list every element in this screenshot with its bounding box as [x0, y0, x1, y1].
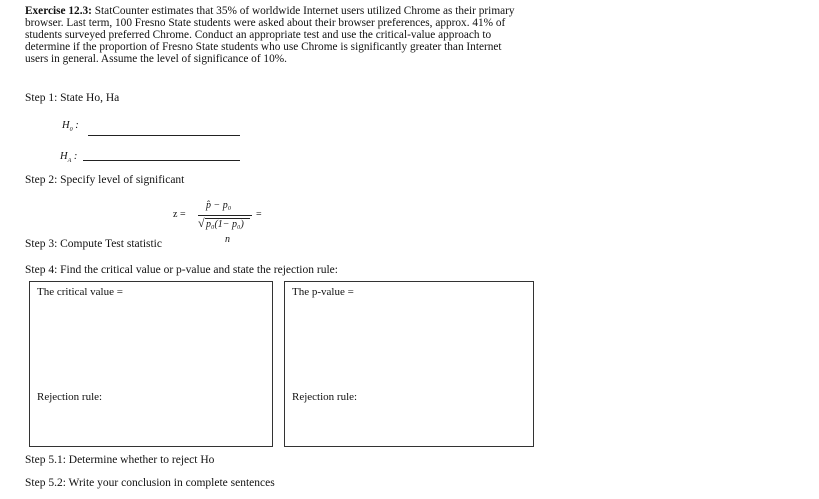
exercise-text: StatCounter estimates that 35% of worldwide Internet users utilized Chrome as their primary browser. Last term, 100 Fresno State students were asked about their browser preferences, approx. 41% of students surveyed preferred Chrome. Conduct an appropriate test and use the critical-value approach to determine if the proportion of Fresno State students who use Chrome is significantly greater than Internet users in general. Assume the level of significance of 10%. [25, 5, 515, 66]
p-value-box[interactable] [284, 281, 534, 447]
ha-symbol: H [60, 151, 68, 162]
fraction-bar [198, 215, 252, 216]
step4-title: Step 4: Find the critical value or p-value and state the rejection rule: [25, 264, 338, 276]
step3-title: Step 3: Compute Test statistic [25, 238, 162, 250]
ha-answer-line[interactable] [83, 160, 240, 161]
step1-title: Step 1: State Ho, Ha [25, 92, 120, 104]
h0-answer-line[interactable] [88, 135, 240, 136]
z-formula [170, 198, 270, 246]
formula-numerator: p̂ − p₀ [206, 200, 232, 211]
p-value-rejection-rule-label: Rejection rule: [292, 391, 358, 403]
sqrt-icon: √ [198, 216, 205, 230]
critical-value-label: The critical value = [37, 286, 123, 298]
ha-label [60, 151, 77, 164]
h0-subscript: 0 [69, 127, 73, 134]
formula-n: n [225, 234, 230, 245]
h0-label [62, 120, 79, 133]
formula-denominator: p₀(1− p₀) [206, 219, 244, 230]
formula-z: z = [173, 209, 186, 220]
ha-subscript: A [67, 158, 72, 165]
exercise-paragraph [25, 5, 525, 65]
h0-symbol: H [62, 120, 70, 131]
critical-value-box[interactable] [29, 281, 273, 447]
exercise-label: Exercise 12.3: [25, 5, 92, 17]
critical-rejection-rule-label: Rejection rule: [37, 391, 103, 403]
step2-title: Step 2: Specify level of significant [25, 174, 185, 186]
step5-1-title: Step 5.1: Determine whether to reject Ho [25, 454, 215, 466]
step5-2-title: Step 5.2: Write your conclusion in complete sentences [25, 477, 275, 489]
p-value-label: The p-value = [292, 286, 354, 298]
ha-colon: : [73, 151, 78, 162]
h0-colon: : [75, 120, 79, 131]
formula-equals: = [256, 209, 262, 220]
